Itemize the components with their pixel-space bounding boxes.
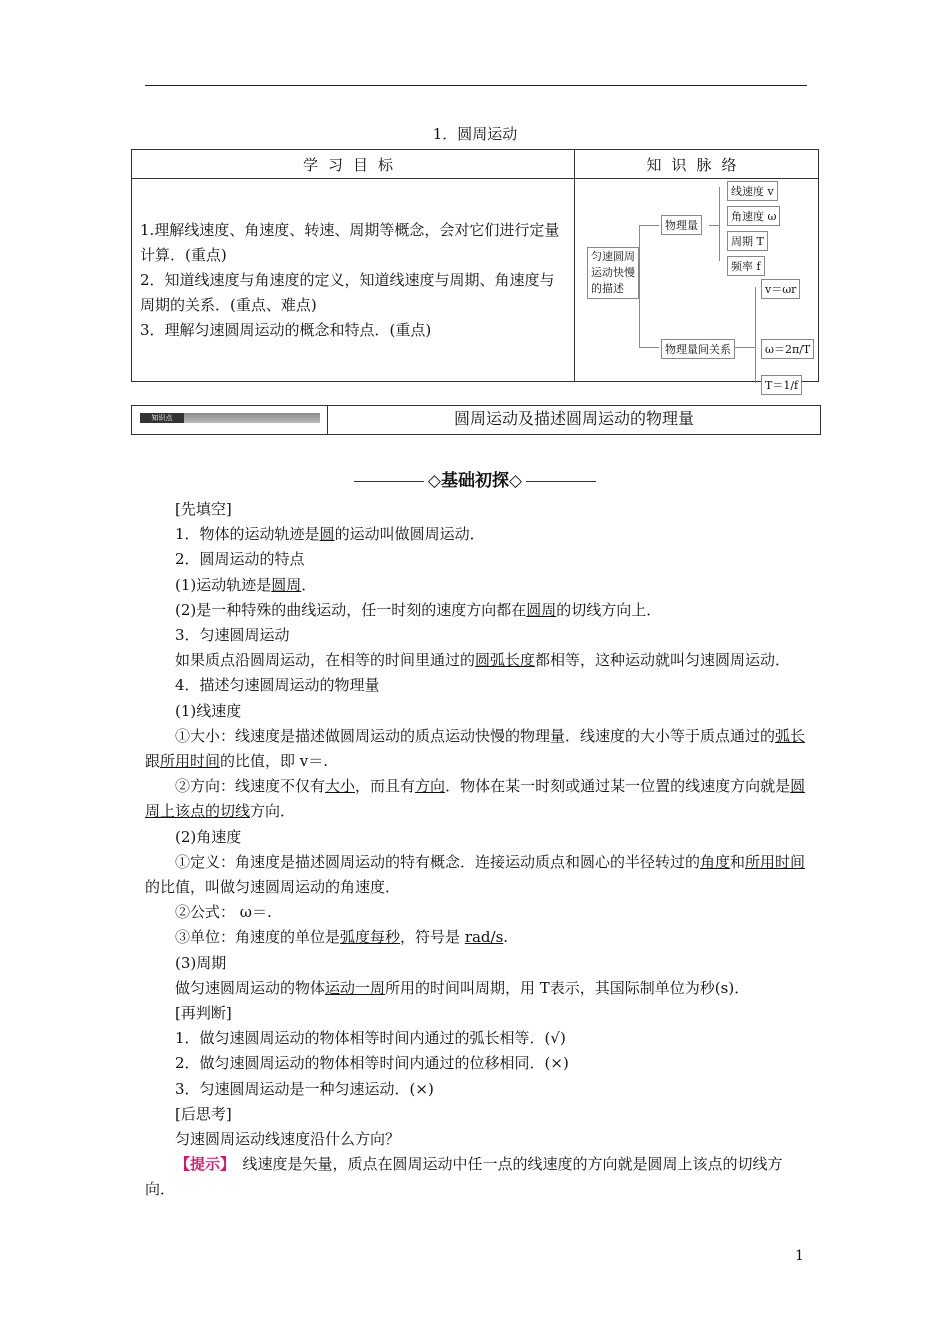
knowledge-point-title: 圆周运动及描述圆周运动的物理量 <box>453 409 694 428</box>
objectives-table <box>131 149 819 392</box>
goals-cell <box>132 179 575 382</box>
diagram-quantity: 周期 T <box>727 231 768 251</box>
goal-item: 3．理解匀速圆周运动的概念和特点．(重点) <box>140 320 432 339</box>
hint-paragraph: 【提示】 线速度是矢量，质点在圆周运动中任一点的线速度的方向就是圆周上该点的切线方向． <box>145 1155 783 1199</box>
diagram-quantity: 频率 f <box>727 256 765 276</box>
diagram-connector <box>639 225 659 226</box>
knowledge-point-bar <box>131 405 821 435</box>
diagram-connector <box>709 225 719 226</box>
paragraph: 匀速圆周运动线速度沿什么方向？ <box>175 1130 401 1149</box>
label-rejudge: [再判断] <box>175 1004 232 1023</box>
paragraph: (1)运动轨迹是圆周． <box>175 575 317 594</box>
diagram-branch-relations: 物理量间关系 <box>661 339 735 359</box>
paragraph: 1．做匀速圆周运动的物体相等时间内通过的弧长相等．(√) <box>175 1029 566 1048</box>
tag-label: 知识点 <box>140 413 184 423</box>
paragraph: 2．做匀速圆周运动的物体相等时间内通过的位移相同．(×) <box>175 1054 569 1073</box>
main-content <box>145 497 807 1203</box>
hint-label: 【提示】 <box>175 1155 228 1174</box>
header-rule <box>145 85 807 86</box>
diagram-root: 匀速圆周运动快慢的描述 <box>587 247 639 299</box>
goal-item: 2．知道线速度与角速度的定义，知道线速度与周期、角速度与周期的关系．(重点、难点) <box>140 270 555 314</box>
label-reflect: [后思考] <box>175 1104 232 1123</box>
diagram-connector <box>755 287 756 383</box>
paragraph: ①定义：角速度是描述圆周运动的特有概念．连接运动质点和圆心的半径转过的角度和所用时间的比值，叫做匀速圆周运动的角速度． <box>145 852 806 897</box>
diagram-connector <box>735 347 755 348</box>
paragraph: (2)是一种特殊的曲线运动，任一时刻的速度方向都在圆周的切线方向上． <box>175 600 662 619</box>
diagram-branch-quantities: 物理量 <box>661 215 702 235</box>
banner-rule <box>354 481 424 482</box>
paragraph: (3)周期 <box>175 953 227 972</box>
col-header-goals: 学习目标 <box>132 150 575 179</box>
page-number: 1 <box>795 1248 804 1264</box>
diagram-connector <box>719 187 720 261</box>
paragraph: 4．描述匀速圆周运动的物理量 <box>175 676 380 695</box>
knowledge-diagram <box>575 179 819 392</box>
banner-text: ◇基础初探◇ <box>427 471 523 491</box>
diagram-relation: ω＝2π/T <box>761 339 814 359</box>
paragraph: 3．匀速圆周运动是一种匀速运动．(×) <box>175 1079 434 1098</box>
paragraph: 2．圆周运动的特点 <box>175 550 305 569</box>
paragraph: (2)角速度 <box>175 827 242 846</box>
paragraph: ②公式： ω＝. <box>175 903 272 922</box>
section-banner <box>0 466 950 491</box>
paragraph: 3．匀速圆周运动 <box>175 626 290 645</box>
paragraph: ③单位：角速度的单位是弧度每秒，符号是 rad/s. <box>175 928 509 947</box>
paragraph: ②方向：线速度不仅有大小，而且有方向．物体在某一时刻或通过某一位置的线速度方向就是圆周上该点的切线方向． <box>145 777 806 821</box>
knowledge-point-tag <box>132 406 328 434</box>
diagram-relation: T＝1/f <box>761 375 802 395</box>
goal-item: 1.理解线速度、角速度、转速、周期等概念，会对它们进行定量计算．(重点) <box>140 220 560 264</box>
paragraph: 1．物体的运动轨迹是圆的运动叫做圆周运动． <box>175 525 485 544</box>
diagram-connector <box>639 225 640 347</box>
paragraph: 如果质点沿圆周运动，在相等的时间里通过的圆弧长度都相等，这种运动就叫匀速圆周运动． <box>175 651 791 670</box>
paragraph: ①大小：线速度是描述做圆周运动的质点运动快慢的物理量．线速度的大小等于质点通过的弧长跟所用时间的比值，即 v＝. <box>145 726 806 771</box>
diagram-connector <box>639 347 659 348</box>
section-title: 1．圆周运动 <box>432 125 518 143</box>
diagram-relation: v＝ωr <box>761 279 800 299</box>
label-fill-blank: [先填空] <box>175 500 232 518</box>
diagram-quantity: 线速度 v <box>727 181 778 201</box>
paragraph: (1)线速度 <box>175 701 242 720</box>
diagram-quantity: 角速度 ω <box>727 206 780 226</box>
paragraph: 做匀速圆周运动的物体运动一周所用的时间叫周期，用 T表示，其国际制单位为秒(s)． <box>175 978 750 997</box>
col-header-knowledge: 知识脉络 <box>575 150 819 179</box>
banner-rule <box>526 481 596 482</box>
